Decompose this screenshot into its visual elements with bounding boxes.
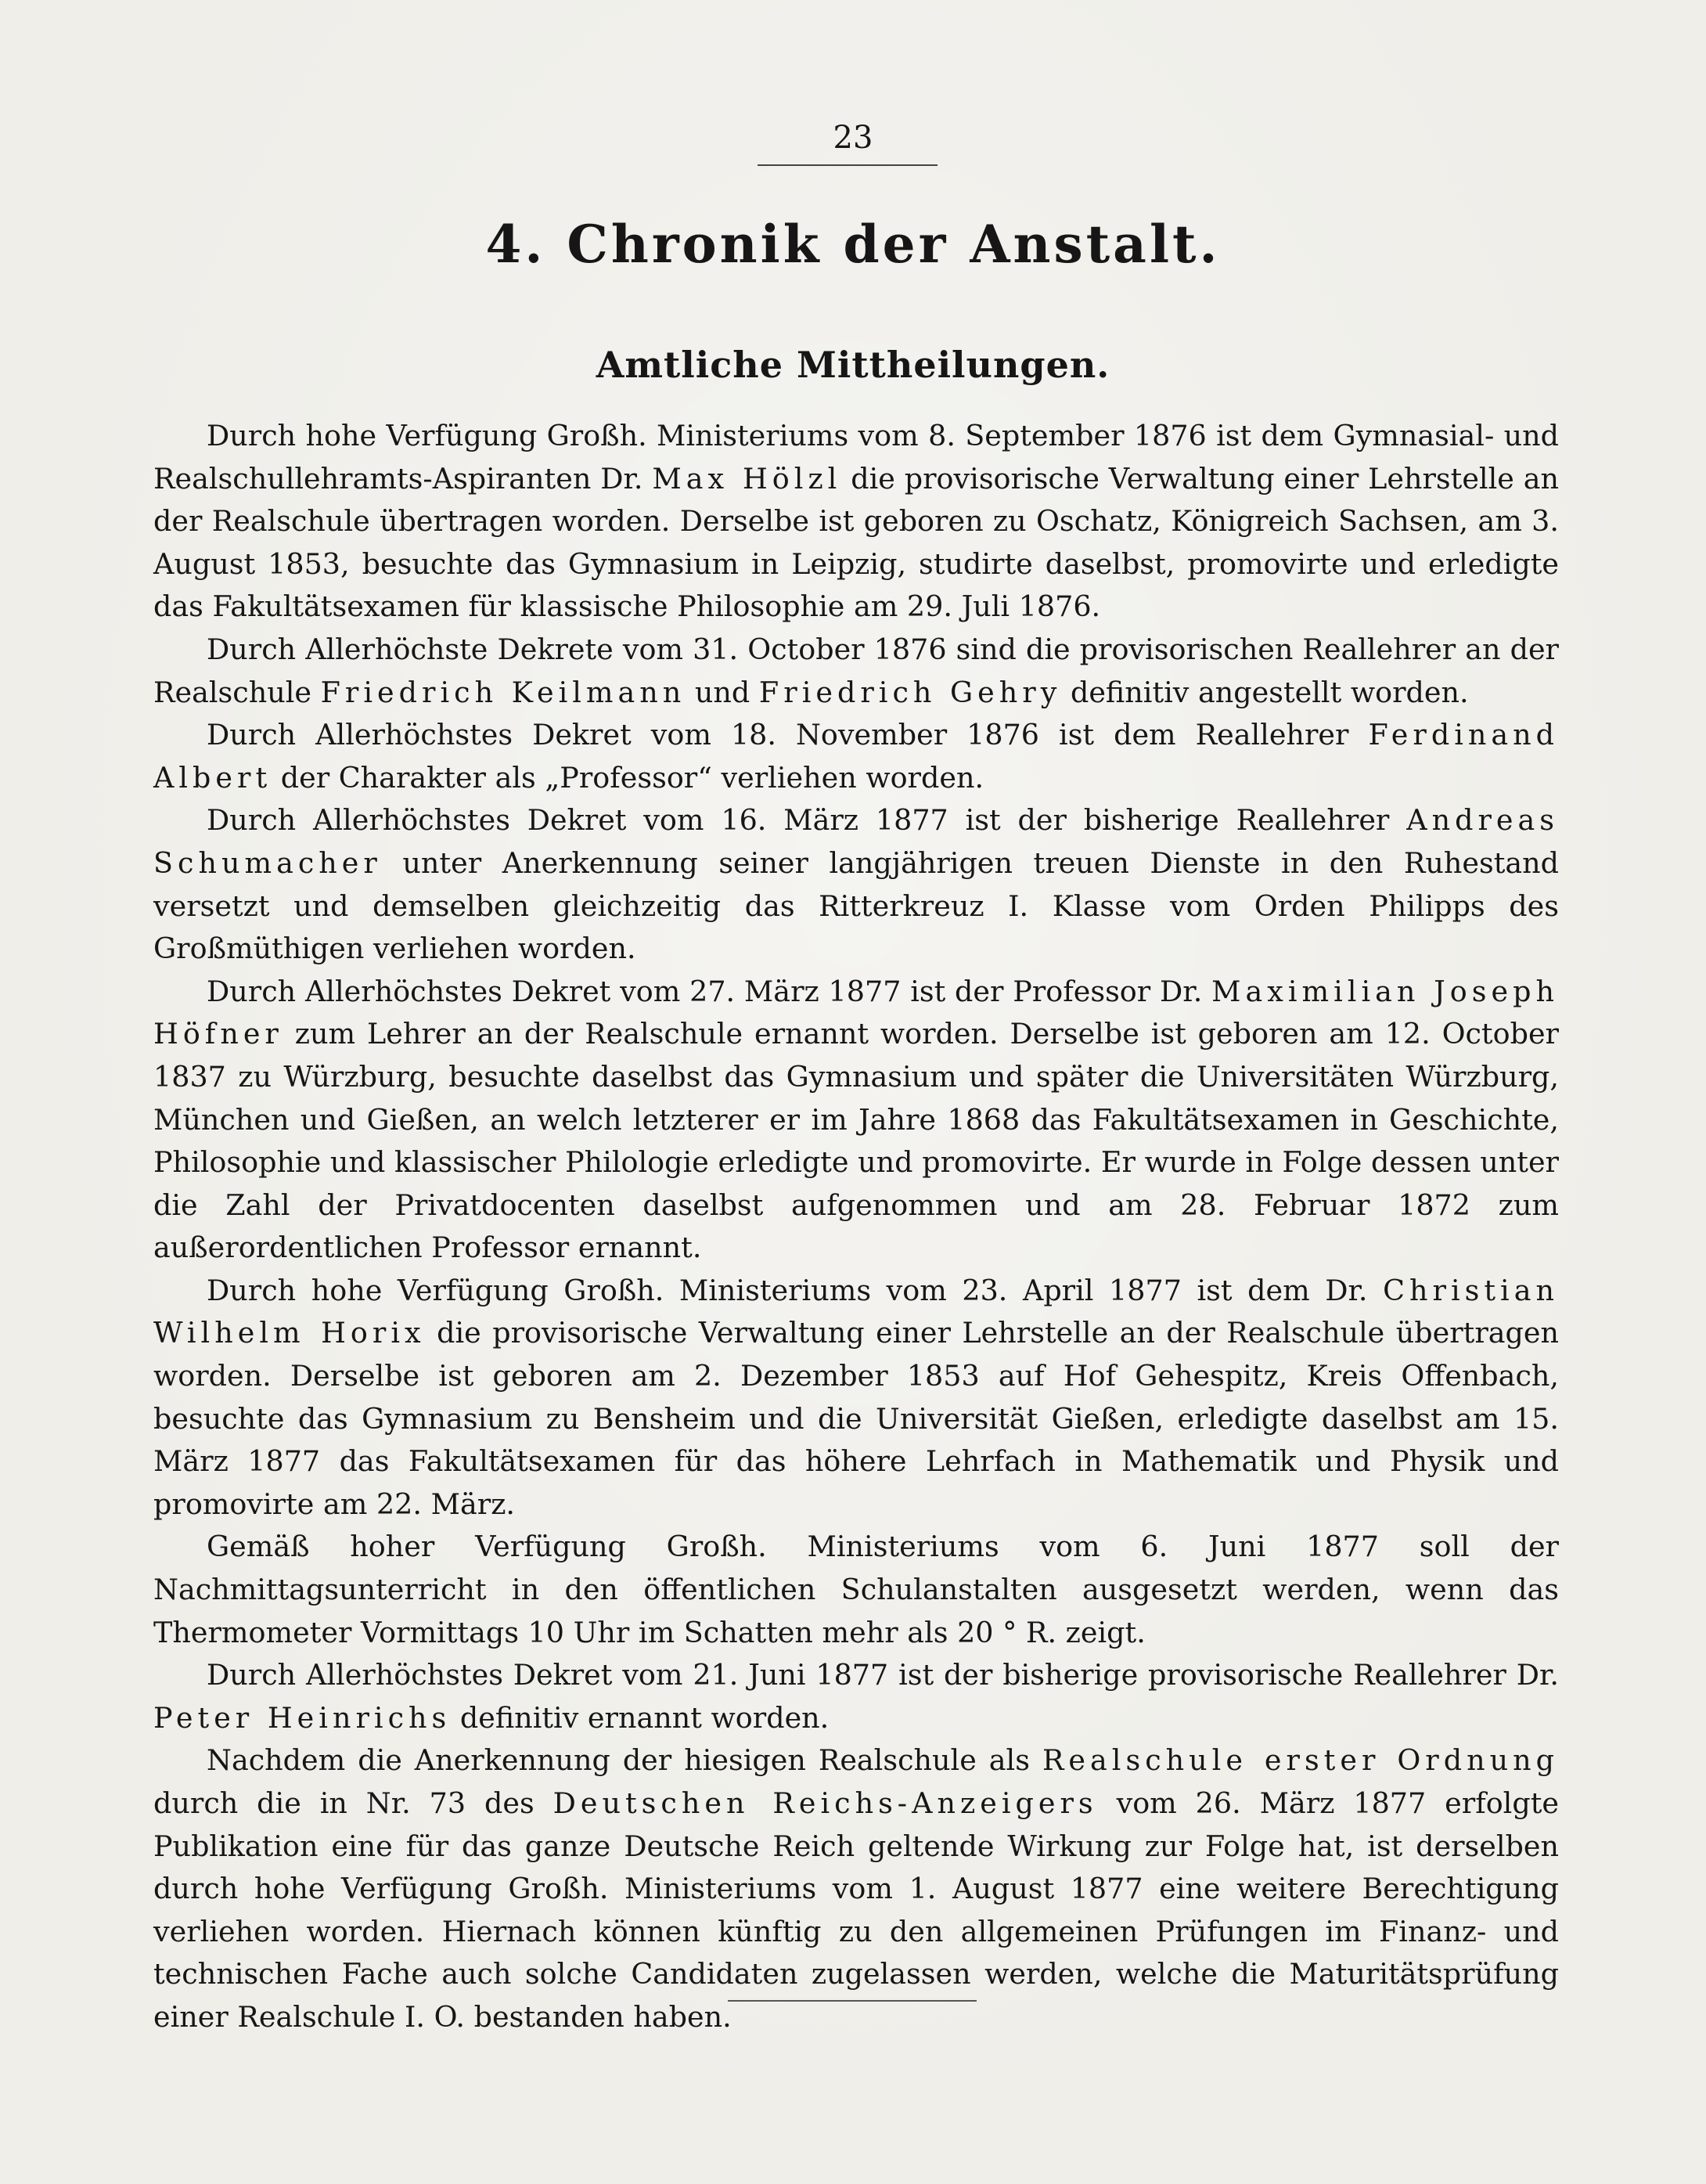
body-text bbox=[153, 415, 1559, 2039]
paragraph-7: Gemäß hoher Verfügung Großh. Ministeriums vom 6. Juni 1877 soll der Nachmittagsunterricht in den öffentlichen Schulanstalten ausgesetzt werden, wenn das Thermometer Vormittags 10 Uhr im Schatten mehr als 20 ° R. zeigt. bbox=[153, 1530, 1559, 1649]
paragraph-3: Durch Allerhöchstes Dekret vom 18. November 1876 ist dem Reallehrer Ferdinand Albert der Charakter als „Professor“ verliehen worden. bbox=[153, 718, 1560, 795]
footer-rule bbox=[728, 2000, 977, 2002]
emphasized-term: Realschule erster Ordnung bbox=[1042, 1743, 1560, 1778]
person-name: Ferdinand Albert bbox=[153, 718, 1560, 795]
header-rule bbox=[758, 164, 938, 166]
person-name: Max Hölzl bbox=[652, 461, 842, 496]
person-name: Andreas Schumacher bbox=[153, 803, 1559, 880]
paragraph-4: Durch Allerhöchstes Dekret vom 16. März 1877 ist der bisherige Reallehrer Andreas Schumacher unter Anerkennung seiner langjährigen treuen Dienste in den Ruhestand versetzt und demselben gleichzeitig das Ritterkreuz I. Klasse vom Orden Philipps des Großmüthigen verliehen worden. bbox=[153, 803, 1559, 966]
paragraph-6: Durch hohe Verfügung Großh. Ministeriums vom 23. April 1877 ist dem Dr. Christian Wilhelm Horix die provisorische Verwaltung einer Lehrstelle an der Realschule übertragen worden. Derselbe ist geboren am 2. Dezember 1853 auf Hof Gehespitz, Kreis Offenbach, besuchte das Gymnasium zu Bensheim und die Universität Gießen, erledigte daselbst am 15. März 1877 das Fakultätsexamen für das höhere Lehrfach in Mathematik und Physik und promovirte am 22. März. bbox=[153, 1273, 1560, 1521]
paragraph-1: Durch hohe Verfügung Großh. Ministeriums vom 8. September 1876 ist dem Gymnasial- und Realschullehramts-Aspiranten Dr. Max Hölzl die provisorische Verwaltung einer Lehrstelle an der Realschule übertragen worden. Derselbe ist geboren zu Oschatz, Königreich Sachsen, am 3. August 1853, besuchte das Gymnasium in Leipzig, studirte daselbst, promovirte und erledigte das Fakultätsexamen für klassische Philosophie am 29. Juli 1876. bbox=[153, 419, 1560, 624]
paragraph-9: Nachdem die Anerkennung der hiesigen Realschule als Realschule erster Ordnung durch die in Nr. 73 des Deutschen Reichs-Anzeigers vom 26. März 1877 erfolgte Publikation eine für das ganze Deutsche Reich geltende Wirkung zur Folge hat, ist derselben durch hohe Verfügung Großh. Ministeriums vom 1. August 1877 eine weitere Berechtigung verliehen worden. Hiernach können künftig zu den allgemeinen Prüfungen im Finanz- und technischen Fache auch solche Candidaten zugelassen werden, welche die Maturitätsprüfung einer Realschule I. O. bestanden haben. bbox=[153, 1743, 1560, 2034]
page-number: 23 bbox=[833, 120, 873, 156]
person-name: Christian Wilhelm Horix bbox=[153, 1273, 1559, 1350]
person-name: Maximilian Joseph Höfner bbox=[153, 974, 1559, 1051]
person-name: Friedrich Keilmann bbox=[320, 675, 686, 709]
person-name: Peter Heinrichs bbox=[153, 1700, 452, 1735]
emphasized-term: Deutschen Reichs-Anzeigers bbox=[552, 1786, 1098, 1820]
paragraph-5: Durch Allerhöchstes Dekret vom 27. März 1877 ist der Professor Dr. Maximilian Joseph Höfner zum Lehrer an der Realschule ernannt worden. Derselbe ist geboren am 12. October 1837 zu Würzburg, besuchte daselbst das Gymnasium und später die Universitäten Würzburg, München und Gießen, an welch letzterer er im Jahre 1868 das Fakultätsexamen in Geschichte, Philosophie und klassischer Philologie erledigte und promovirte. Er wurde in Folge dessen unter die Zahl der Privatdocenten daselbst aufgenommen und am 28. Februar 1872 zum außerordentlichen Professor ernannt. bbox=[153, 974, 1559, 1265]
paragraph-8: Durch Allerhöchstes Dekret vom 21. Juni 1877 ist der bisherige provisorische Reallehrer Dr. Peter Heinrichs definitiv ernannt worden. bbox=[153, 1658, 1559, 1735]
chapter-title: 4. Chronik der Anstalt. bbox=[485, 214, 1221, 275]
paragraph-2: Durch Allerhöchste Dekrete vom 31. October 1876 sind die provisorischen Reallehrer an der Realschule Friedrich Keilmann und Friedrich Gehry definitiv angestellt worden. bbox=[153, 632, 1559, 709]
person-name: Friedrich Gehry bbox=[758, 675, 1062, 709]
section-subtitle: Amtliche Mittheilungen. bbox=[596, 344, 1110, 386]
